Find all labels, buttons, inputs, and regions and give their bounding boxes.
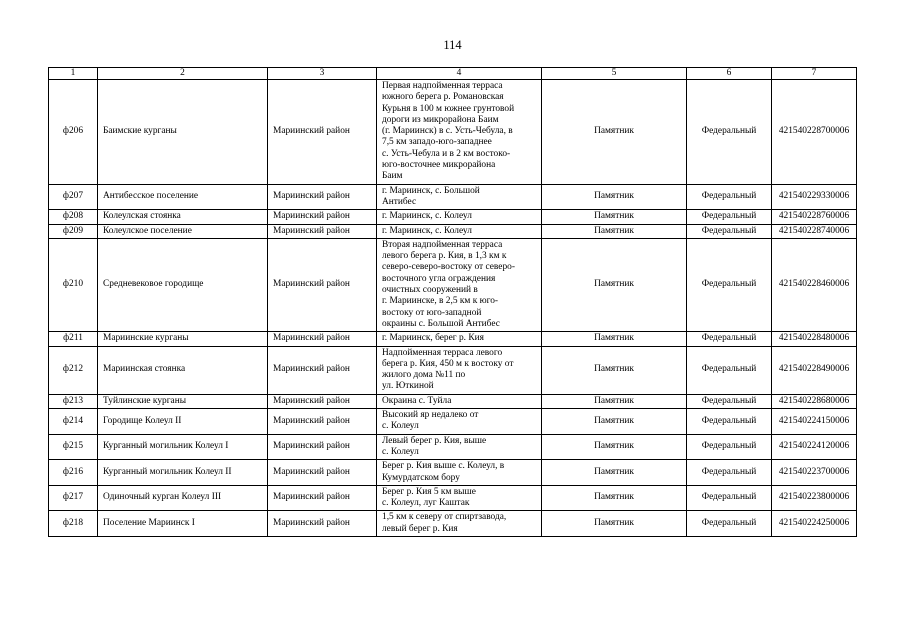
object-name-cell: Курганный могильник Колеул II (98, 460, 268, 486)
significance-cell: Федеральный (687, 346, 772, 394)
category-cell: Памятник (542, 485, 687, 511)
object-name-cell: Туйлинские курганы (98, 394, 268, 408)
object-name-cell: Колеулская стоянка (98, 210, 268, 224)
object-id-cell: ф212 (49, 346, 98, 394)
table-row (49, 224, 857, 238)
heritage-table (48, 67, 857, 537)
district-cell: Мариинский район (268, 332, 377, 346)
significance-cell: Федеральный (687, 210, 772, 224)
table-row (49, 485, 857, 511)
registry-code-cell: 421540223800006 (772, 485, 857, 511)
registry-code-cell: 421540228700006 (772, 80, 857, 185)
object-name-cell: Средневековое городище (98, 238, 268, 331)
column-number: 3 (268, 68, 377, 80)
registry-code-cell: 421540224150006 (772, 409, 857, 435)
object-name-cell: Баимские курганы (98, 80, 268, 185)
table-row (49, 238, 857, 331)
district-cell: Мариинский район (268, 511, 377, 537)
district-cell: Мариинский район (268, 346, 377, 394)
object-name-cell: Поселение Мариинск I (98, 511, 268, 537)
object-name-cell: Колеулское поселение (98, 224, 268, 238)
location-cell: Окраина с. Туйла (377, 394, 542, 408)
district-cell: Мариинский район (268, 210, 377, 224)
table-row (49, 80, 857, 185)
object-id-cell: ф214 (49, 409, 98, 435)
location-cell: Левый берег р. Кия, выше с. Колеул (377, 434, 542, 460)
object-name-cell: Мариинские курганы (98, 332, 268, 346)
category-cell: Памятник (542, 210, 687, 224)
object-id-cell: ф218 (49, 511, 98, 537)
object-name-cell: Мариинская стоянка (98, 346, 268, 394)
registry-code-cell: 421540228460006 (772, 238, 857, 331)
location-cell: Вторая надпойменная терраса левого берега р. Кия, в 1,3 км к северо-северо-востоку от северо- восточного угла ограждения очистных сооружений в г. Мариинске, в 2,5 км к юго- востоку от юго-западной окраины с. Большой Антибес (377, 238, 542, 331)
registry-code-cell: 421540228760006 (772, 210, 857, 224)
object-id-cell: ф215 (49, 434, 98, 460)
table-row (49, 210, 857, 224)
registry-code-cell: 421540224250006 (772, 511, 857, 537)
object-id-cell: ф211 (49, 332, 98, 346)
table-row (49, 434, 857, 460)
district-cell: Мариинский район (268, 434, 377, 460)
table-row (49, 346, 857, 394)
table-row (49, 409, 857, 435)
object-name-cell: Городище Колеул II (98, 409, 268, 435)
category-cell: Памятник (542, 511, 687, 537)
category-cell: Памятник (542, 434, 687, 460)
significance-cell: Федеральный (687, 80, 772, 185)
registry-code-cell: 421540223700006 (772, 460, 857, 486)
district-cell: Мариинский район (268, 184, 377, 210)
location-cell: Высокий яр недалеко от с. Колеул (377, 409, 542, 435)
significance-cell: Федеральный (687, 184, 772, 210)
district-cell: Мариинский район (268, 224, 377, 238)
object-id-cell: ф206 (49, 80, 98, 185)
district-cell: Мариинский район (268, 80, 377, 185)
registry-code-cell: 421540229330006 (772, 184, 857, 210)
object-name-cell: Курганный могильник Колеул I (98, 434, 268, 460)
significance-cell: Федеральный (687, 332, 772, 346)
column-number: 4 (377, 68, 542, 80)
column-number: 1 (49, 68, 98, 80)
registry-code-cell: 421540228490006 (772, 346, 857, 394)
significance-cell: Федеральный (687, 238, 772, 331)
district-cell: Мариинский район (268, 394, 377, 408)
object-id-cell: ф217 (49, 485, 98, 511)
registry-code-cell: 421540224120006 (772, 434, 857, 460)
significance-cell: Федеральный (687, 394, 772, 408)
significance-cell: Федеральный (687, 485, 772, 511)
table-row (49, 511, 857, 537)
location-cell: г. Мариинск, с. Колеул (377, 210, 542, 224)
district-cell: Мариинский район (268, 485, 377, 511)
table-row (49, 394, 857, 408)
district-cell: Мариинский район (268, 460, 377, 486)
location-cell: г. Мариинск, с. Большой Антибес (377, 184, 542, 210)
category-cell: Памятник (542, 332, 687, 346)
category-cell: Памятник (542, 460, 687, 486)
category-cell: Памятник (542, 224, 687, 238)
registry-code-cell: 421540228480006 (772, 332, 857, 346)
location-cell: г. Мариинск, с. Колеул (377, 224, 542, 238)
object-id-cell: ф207 (49, 184, 98, 210)
category-cell: Памятник (542, 394, 687, 408)
category-cell: Памятник (542, 80, 687, 185)
location-cell: Берег р. Кия 5 км выше с. Колеул, луг Каштак (377, 485, 542, 511)
object-name-cell: Антибесское поселение (98, 184, 268, 210)
column-number-row (49, 68, 857, 80)
column-number: 2 (98, 68, 268, 80)
significance-cell: Федеральный (687, 409, 772, 435)
object-id-cell: ф213 (49, 394, 98, 408)
location-cell: Берег р. Кия выше с. Колеул, в Кумурдатском бору (377, 460, 542, 486)
significance-cell: Федеральный (687, 224, 772, 238)
location-cell: 1,5 км к северу от спиртзавода, левый берег р. Кия (377, 511, 542, 537)
registry-code-cell: 421540228740006 (772, 224, 857, 238)
table-row (49, 184, 857, 210)
object-id-cell: ф208 (49, 210, 98, 224)
object-id-cell: ф210 (49, 238, 98, 331)
page-number: 114 (443, 38, 462, 52)
district-cell: Мариинский район (268, 238, 377, 331)
column-number: 6 (687, 68, 772, 80)
category-cell: Памятник (542, 184, 687, 210)
location-cell: Надпойменная терраса левого берега р. Кия, 450 м к востоку от жилого дома №11 по ул. Юткиной (377, 346, 542, 394)
registry-code-cell: 421540228680006 (772, 394, 857, 408)
table-row (49, 332, 857, 346)
object-name-cell: Одиночный курган Колеул III (98, 485, 268, 511)
category-cell: Памятник (542, 346, 687, 394)
column-number: 7 (772, 68, 857, 80)
object-id-cell: ф209 (49, 224, 98, 238)
significance-cell: Федеральный (687, 460, 772, 486)
significance-cell: Федеральный (687, 511, 772, 537)
table-row (49, 460, 857, 486)
column-number: 5 (542, 68, 687, 80)
significance-cell: Федеральный (687, 434, 772, 460)
category-cell: Памятник (542, 409, 687, 435)
district-cell: Мариинский район (268, 409, 377, 435)
object-id-cell: ф216 (49, 460, 98, 486)
location-cell: г. Мариинск, берег р. Кия (377, 332, 542, 346)
location-cell: Первая надпойменная терраса южного берега р. Романовская Курьня в 100 м южнее грунтовой дороги из микрорайона Баим (г. Мариинск) в с. Усть-Чебула, в 7,5 км западо-юго-западнее с. Усть-Чебула и в 2 км востоко- юго-восточнее микрорайона Баим (377, 80, 542, 185)
category-cell: Памятник (542, 238, 687, 331)
